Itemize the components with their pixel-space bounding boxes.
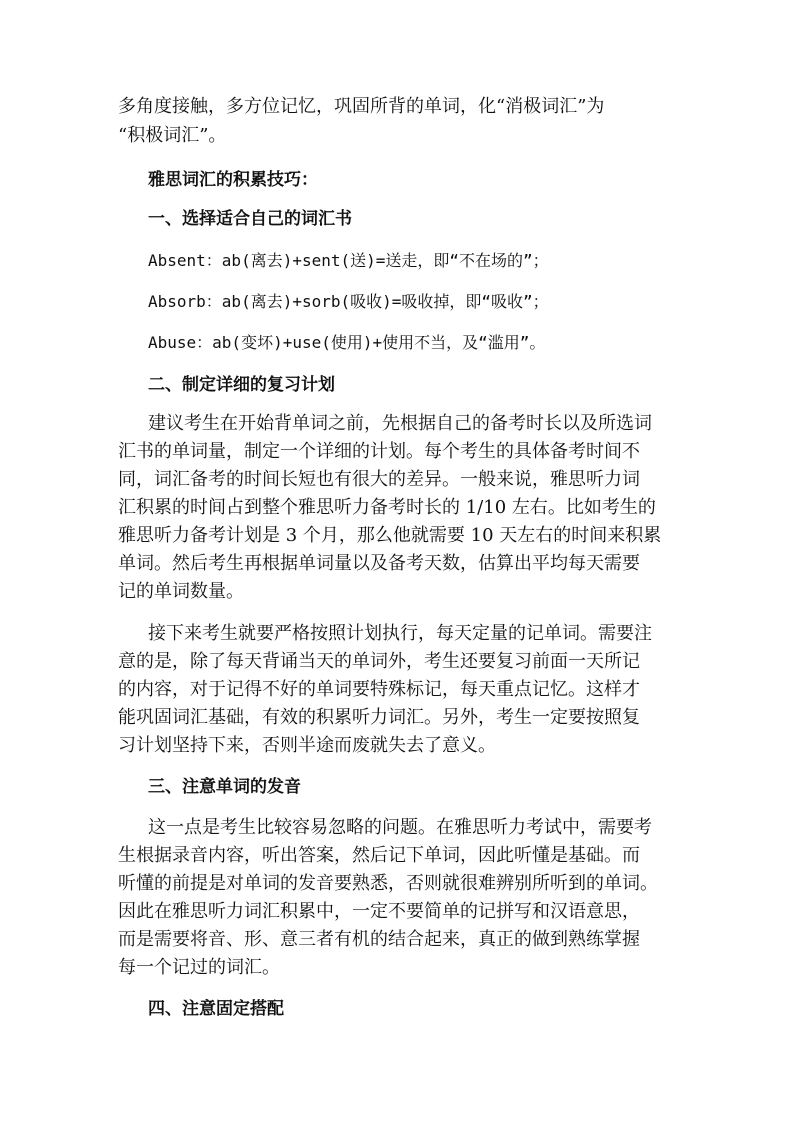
section3-heading: 三、注意单词的发音: [148, 777, 301, 797]
section2-para1-line-1: 建议考生在开始背单词之前，先根据自己的备考时长以及所选词: [148, 413, 652, 434]
section2-para2-line-4: 能巩固词汇基础，有效的积累听力词汇。另外，考生一定要按照复: [118, 707, 640, 728]
section2-para1-line-5: 雅思听力备考计划是 3 个月，那么他就需要 10 天左右的时间来积累: [118, 525, 662, 546]
section2-para2-line-3: 的内容，对于记得不好的单词要特殊标记，每天重点记忆。这样才: [118, 679, 640, 700]
section2-para1-line-6: 单词。然后考生再根据单词量以及备考天数，估算出平均每天需要: [118, 553, 640, 574]
section2-para2-line-5: 习计划坚持下来，否则半途而废就失去了意义。: [118, 735, 496, 756]
section3-para1-line-2: 生根据录音内容，听出答案，然后记下单词，因此听懂是基础。而: [118, 845, 640, 866]
section2-para1-line-4: 汇积累的时间占到整个雅思听力备考时长的 1/10 左右。比如考生的: [118, 497, 656, 518]
section3-para1-line-6: 每一个记过的词汇。: [118, 957, 280, 978]
section-title: 雅思词汇的积累技巧：: [148, 170, 318, 190]
section4-heading: 四、注意固定搭配: [148, 999, 284, 1019]
intro-line-1: 多角度接触，多方位记忆，巩固所背的单词，化“消极词汇”为: [118, 96, 605, 117]
section2-para1-line-2: 汇书的单词量，制定一个详细的计划。每个考生的具体备考时间不: [118, 441, 640, 462]
section2-para2-line-2: 意的是，除了每天背诵当天的单词外，考生还要复习前面一天所记: [118, 651, 640, 672]
section2-para1-line-3: 同，词汇备考的时间长短也有很大的差异。一般来说，雅思听力词: [118, 469, 640, 490]
section2-para2-line-1: 接下来考生就要严格按照计划执行，每天定量的记单词。需要注: [148, 623, 652, 644]
section2-para1-line-7: 记的单词数量。: [118, 581, 244, 602]
example-absorb: Absorb：ab(离去)+sorb(吸收)=吸收掉，即“吸收”；: [148, 292, 549, 311]
section3-para1-line-1: 这一点是考生比较容易忽略的问题。在雅思听力考试中，需要考: [148, 817, 652, 838]
example-absent: Absent：ab(离去)+sent(送)=送走，即“不在场的”；: [148, 251, 549, 270]
section3-para1-line-4: 因此在雅思听力词汇积累中，一定不要简单的记拼写和汉语意思，: [118, 901, 640, 922]
section1-heading: 一、选择适合自己的词汇书: [148, 209, 352, 229]
section3-para1-line-5: 而是需要将音、形、意三者有机的结合起来，真正的做到熟练掌握: [118, 929, 640, 950]
intro-line-2: “积极词汇”。: [118, 125, 227, 146]
example-abuse: Abuse：ab(变坏)+use(使用)+使用不当，及“滥用”。: [148, 333, 546, 352]
section3-para1-line-3: 听懂的前提是对单词的发音要熟悉，否则就很难辨别所听到的单词。: [118, 873, 658, 894]
section2-heading: 二、制定详细的复习计划: [148, 375, 335, 395]
